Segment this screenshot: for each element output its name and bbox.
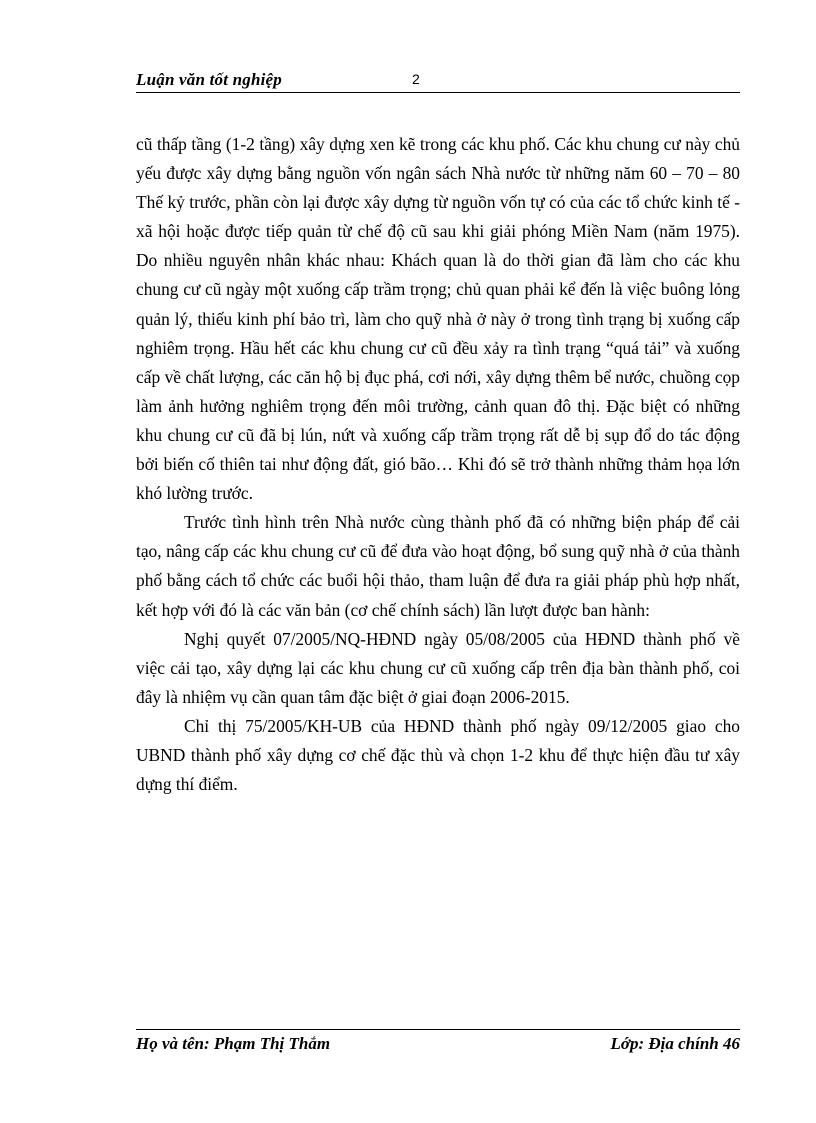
paragraph-measures: Trước tình hình trên Nhà nước cùng thành phố đã có những biện pháp để cải tạo, nâng cấp các khu chung cư cũ để đưa vào hoạt động, bổ sung quỹ nhà ở của thành phố bằng cách tổ chức các buổi hội thảo, tham luận để đưa ra giải pháp phù hợp nhất, kết hợp với đó là các văn bản (cơ chế chính sách) lần lượt được ban hành:	[136, 512, 740, 620]
author-name: Họ và tên: Phạm Thị Thắm	[136, 1034, 331, 1053]
page-number: 2	[412, 71, 420, 87]
class-name: Lớp: Địa chính 46	[610, 1034, 740, 1053]
page-footer	[136, 1029, 740, 1060]
paragraph-continuation: cũ thấp tầng (1-2 tầng) xây dựng xen kẽ trong các khu phố. Các khu chung cư này chủ yếu được xây dựng bằng nguồn vốn ngân sách Nhà nước từ những năm 60 – 70 – 80 Thế kỷ trước, phần còn lại được xây dựng từ nguồn vốn tự có của các tổ chức kinh tế - xã hội hoặc được tiếp quản từ chế độ cũ sau khi giải phóng Miền Nam (năm 1975). Do nhiều nguyên nhân khác nhau: Khách quan là do thời gian đã làm cho các khu chung cư cũ ngày một xuống cấp trầm trọng; chủ quan phải kể đến là việc buông lỏng quản lý, thiếu kinh phí bảo trì, làm cho quỹ nhà ở này ở trong tình trạng bị xuống cấp nghiêm trọng. Hầu hết các khu chung cư cũ đều xảy ra tình trạng “quá tải” và xuống cấp về chất lượng, các căn hộ bị đục phá, cơi nới, xây dựng thêm bể nước, chuồng cọp làm ảnh hưởng nghiêm trọng đến môi trường, cảnh quan đô thị. Đặc biệt có những khu chung cư cũ đã bị lún, nứt và xuống cấp trầm trọng rất dễ bị sụp đổ do tác động bởi biến cố thiên tai như động đất, gió bão… Khi đó sẽ trở thành những thảm họa lớn khó lường trước.	[136, 134, 740, 504]
paragraph-resolution: Nghị quyết 07/2005/NQ-HĐND ngày 05/08/2005 của HĐND thành phố về việc cải tạo, xây dựng lại các khu chung cư cũ xuống cấp trên địa bàn thành phố, coi đây là nhiệm vụ cần quan tâm đặc biệt ở giai đoạn 2006-2015.	[136, 628, 740, 707]
document-title: Luận văn tốt nghiệp	[136, 70, 282, 89]
paragraph-directive: Chỉ thị 75/2005/KH-UB của HĐND thành phố ngày 09/12/2005 giao cho UBND thành phố xây dựng cơ chế đặc thù và chọn 1-2 khu để thực hiện đầu tư xây dựng thí điểm.	[136, 715, 740, 795]
page-header	[136, 70, 740, 93]
document-body	[136, 130, 740, 799]
